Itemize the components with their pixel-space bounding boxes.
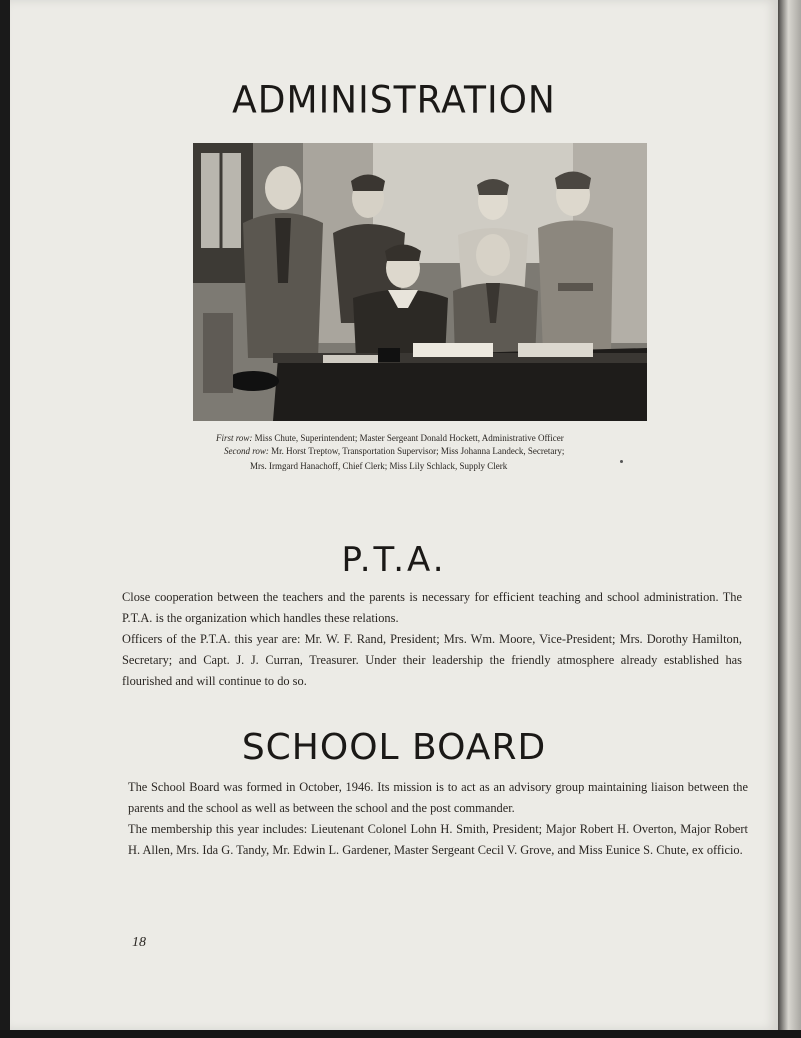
pta-paragraph-1: Close cooperation between the teachers and the parents is necessary for efficient teaching and school administration. The P.T.A. is the organization which handles these relations. [122,590,742,625]
second-row-label: Second row: [224,446,269,456]
yearbook-page [10,0,778,1030]
staff-group-photo [193,143,647,421]
first-row-text: Miss Chute, Superintendent; Master Sergeant Donald Hockett, Administrative Officer [254,433,564,443]
caption-first-row [216,432,564,445]
book-spine [778,0,801,1038]
pta-paragraph-2: Officers of the P.T.A. this year are: Mr. W. F. Rand, President; Mrs. Wm. Moore, Vice-President; Mrs. Dorothy Hamilton, Secretary; and Capt. J. J. Curran, Treasurer. Under their leadership the friendly atmosphere already established has flourished and will continue to do so. [122,632,742,688]
scan-bottom-edge [0,1030,801,1038]
school-board-heading: SCHOOL BOARD [241,727,547,768]
school-board-paragraph-1: The School Board was formed in October, 1946. Its mission is to act as an advisory group maintaining liaison between the parents and the school as well as between the school and the post commander. [128,780,748,815]
second-row-text: Mr. Horst Treptow, Transportation Supervisor; Miss Johanna Landeck, Secretary; [271,446,565,456]
caption-second-row [224,445,564,458]
pta-heading: P.T.A. [341,540,447,580]
caption-third-line: Mrs. Irmgard Hanachoff, Chief Clerk; Miss Lily Schlack, Supply Clerk [250,461,508,471]
photo-illustration [193,143,647,421]
page-number: 18 [132,935,146,950]
print-speck [620,460,623,463]
first-row-label: First row: [216,433,253,443]
administration-heading: ADMINISTRATION [232,78,556,123]
school-board-paragraph-2: The membership this year includes: Lieutenant Colonel Lohn H. Smith, President; Major Robert H. Overton, Major Robert H. Allen, Mrs. Ida G. Tandy, Mr. Edwin L. Gardener, Master Sergeant Cecil V. Grove, and Miss Eunice S. Chute, ex officio. [128,822,748,857]
